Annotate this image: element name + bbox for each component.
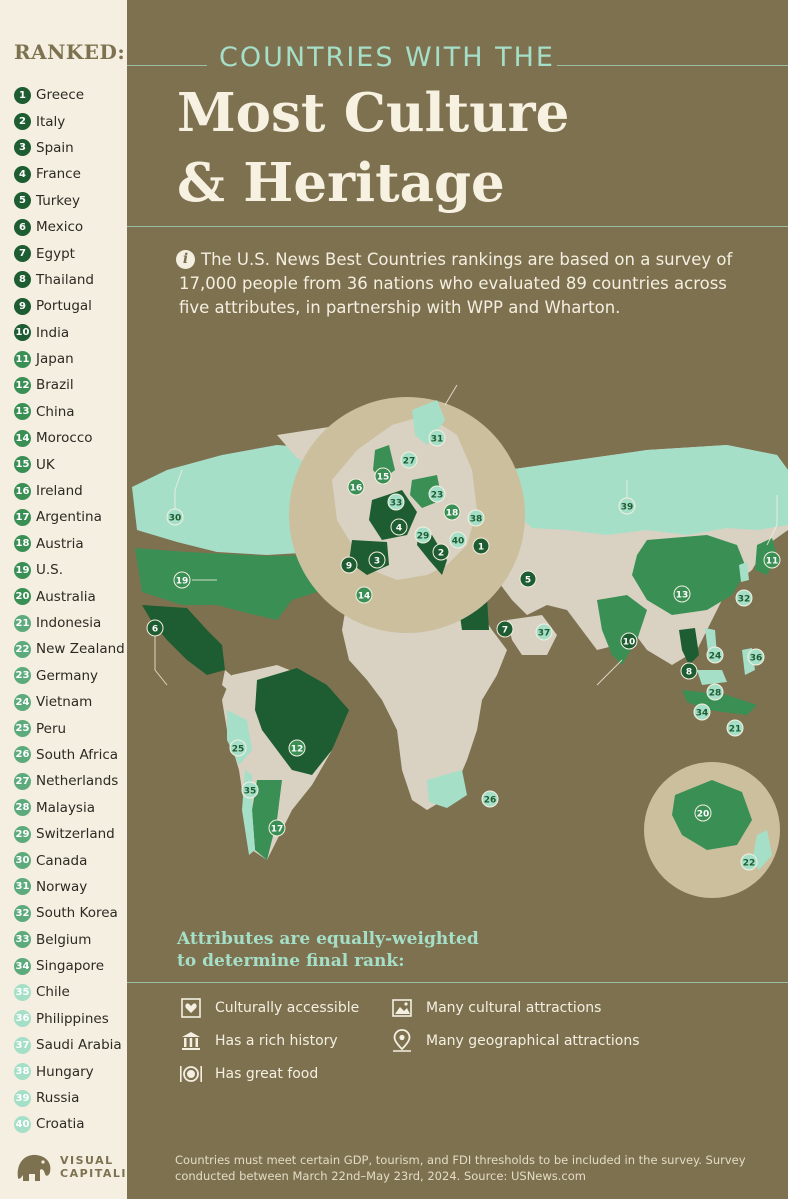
rank-number-badge: 7 bbox=[14, 245, 31, 262]
map-rank-marker-label: 7 bbox=[501, 625, 509, 636]
rank-item bbox=[14, 874, 125, 900]
rank-item bbox=[14, 267, 125, 293]
map-rank-marker-label: 17 bbox=[270, 824, 284, 835]
map-rank-marker bbox=[348, 479, 364, 495]
rank-number-badge: 40 bbox=[14, 1116, 31, 1133]
india-leader-line bbox=[597, 660, 622, 685]
attribute-label: Has great food bbox=[215, 1066, 319, 1082]
map-rank-marker bbox=[401, 452, 417, 468]
rank-item bbox=[14, 372, 125, 398]
rank-item bbox=[14, 927, 125, 953]
rank-item bbox=[14, 82, 125, 108]
rank-item bbox=[14, 715, 125, 741]
rank-item bbox=[14, 108, 125, 134]
map-rank-marker-label: 38 bbox=[469, 514, 483, 525]
rank-item bbox=[14, 610, 125, 636]
rank-country-name: Indonesia bbox=[36, 615, 102, 631]
rank-number-badge: 18 bbox=[14, 535, 31, 552]
rank-number-badge: 29 bbox=[14, 826, 31, 843]
rank-country-name: Chile bbox=[36, 984, 70, 1001]
mexico-shape bbox=[142, 605, 225, 675]
map-rank-marker bbox=[369, 552, 385, 568]
rank-item bbox=[14, 240, 125, 266]
rank-number-badge: 34 bbox=[14, 958, 31, 975]
map-rank-marker bbox=[473, 538, 489, 554]
map-rank-marker bbox=[450, 532, 466, 548]
map-rank-marker-label: 35 bbox=[243, 786, 257, 797]
map-rank-marker bbox=[681, 663, 697, 679]
rank-item bbox=[14, 1006, 125, 1032]
page-title-line2: & Heritage bbox=[177, 152, 505, 214]
rank-country-name: Portugal bbox=[36, 298, 92, 315]
map-rank-marker-label: 12 bbox=[290, 744, 304, 755]
map-rank-marker bbox=[269, 820, 285, 836]
rank-country-name: France bbox=[36, 166, 81, 183]
map-rank-marker bbox=[174, 572, 190, 588]
rank-number-badge: 30 bbox=[14, 852, 31, 869]
rank-country-name: Austria bbox=[36, 535, 84, 552]
rank-country-name: Saudi Arabia bbox=[36, 1037, 122, 1054]
map-rank-marker-label: 10 bbox=[622, 637, 636, 648]
attribute-culturally-accessible bbox=[179, 996, 359, 1020]
rank-country-name: UK bbox=[36, 456, 55, 473]
rank-country-name: Peru bbox=[36, 720, 67, 737]
rank-number-badge: 13 bbox=[14, 403, 31, 420]
map-rank-marker-label: 15 bbox=[376, 472, 390, 483]
map-pin-icon bbox=[390, 1029, 414, 1053]
attributes-heading-line2: to determine final rank: bbox=[177, 951, 405, 971]
rank-item bbox=[14, 847, 125, 873]
rank-number-badge: 1 bbox=[14, 87, 31, 104]
rank-country-name: Croatia bbox=[36, 1116, 85, 1133]
rank-country-name: Singapore bbox=[36, 958, 105, 975]
map-rank-marker-label: 4 bbox=[395, 523, 403, 534]
world-map bbox=[127, 330, 788, 930]
rank-number-badge: 6 bbox=[14, 219, 31, 236]
map-rank-marker bbox=[289, 740, 305, 756]
picture-frame-icon bbox=[390, 996, 414, 1020]
rank-country-name: Switzerland bbox=[36, 826, 115, 843]
rank-number-badge: 9 bbox=[14, 298, 31, 315]
map-rank-marker-label: 27 bbox=[402, 456, 416, 467]
map-rank-marker-label: 36 bbox=[749, 653, 763, 664]
rank-number-badge: 19 bbox=[14, 562, 31, 579]
map-rank-marker bbox=[741, 854, 757, 870]
map-rank-marker-label: 6 bbox=[151, 624, 159, 635]
map-rank-marker bbox=[429, 486, 445, 502]
rank-item bbox=[14, 214, 125, 240]
map-rank-marker-label: 8 bbox=[685, 667, 693, 678]
russia-shape bbox=[507, 445, 788, 535]
map-rank-marker-label: 20 bbox=[696, 809, 710, 820]
title-rule bbox=[127, 226, 788, 227]
map-rank-marker-label: 3 bbox=[373, 556, 381, 567]
map-rank-marker-label: 19 bbox=[175, 576, 189, 587]
rank-country-name: Mexico bbox=[36, 219, 84, 236]
rank-number-badge: 16 bbox=[14, 483, 31, 500]
rank-country-name: South Korea bbox=[36, 905, 118, 922]
rank-number-badge: 14 bbox=[14, 430, 31, 447]
rank-country-name: Japan bbox=[36, 351, 74, 368]
rank-number-badge: 26 bbox=[14, 746, 31, 763]
subtitle-rule-right bbox=[557, 65, 788, 66]
map-rank-marker bbox=[736, 590, 752, 606]
rank-country-name: India bbox=[36, 324, 70, 341]
attribute-label: Many cultural attractions bbox=[426, 1000, 602, 1016]
rank-number-badge: 15 bbox=[14, 456, 31, 473]
museum-columns-icon bbox=[179, 1029, 203, 1053]
map-rank-marker-label: 1 bbox=[477, 542, 485, 553]
rank-item bbox=[14, 689, 125, 715]
rank-item bbox=[14, 1085, 125, 1111]
rank-item bbox=[14, 425, 125, 451]
map-rank-marker-label: 9 bbox=[345, 561, 353, 572]
rank-item bbox=[14, 346, 125, 372]
map-rank-marker bbox=[356, 587, 372, 603]
map-rank-marker-label: 18 bbox=[445, 508, 459, 519]
rank-country-name: China bbox=[36, 403, 75, 420]
rank-country-name: Hungary bbox=[36, 1063, 94, 1080]
map-rank-marker-label: 2 bbox=[437, 548, 445, 559]
rank-item bbox=[14, 1111, 125, 1137]
elephant-logo-icon bbox=[14, 1150, 54, 1184]
rank-number-badge: 36 bbox=[14, 1010, 31, 1027]
rank-country-name: Germany bbox=[36, 667, 99, 684]
rank-number-badge: 38 bbox=[14, 1063, 31, 1080]
rank-country-name: Belgium bbox=[36, 931, 92, 948]
map-rank-marker bbox=[242, 782, 258, 798]
rank-number-badge: 23 bbox=[14, 667, 31, 684]
rank-item bbox=[14, 399, 125, 425]
rank-country-name: Malaysia bbox=[36, 799, 95, 816]
map-rank-marker bbox=[388, 494, 404, 510]
map-rank-marker-label: 32 bbox=[737, 594, 751, 605]
map-rank-marker bbox=[695, 805, 711, 821]
map-rank-marker bbox=[520, 571, 536, 587]
map-rank-marker-label: 31 bbox=[430, 434, 444, 445]
map-rank-marker bbox=[415, 527, 431, 543]
subtitle-rule-left bbox=[127, 65, 207, 66]
map-rank-marker bbox=[482, 791, 498, 807]
rank-country-name: Ireland bbox=[36, 483, 83, 500]
page-title-line1: Most Culture bbox=[177, 82, 570, 144]
map-rank-marker bbox=[429, 430, 445, 446]
rank-item bbox=[14, 531, 125, 557]
rank-country-name: Russia bbox=[36, 1090, 80, 1107]
info-icon: i bbox=[176, 250, 195, 269]
rank-number-badge: 25 bbox=[14, 720, 31, 737]
rank-item bbox=[14, 953, 125, 979]
rank-number-badge: 20 bbox=[14, 588, 31, 605]
rank-number-badge: 8 bbox=[14, 271, 31, 288]
map-rank-marker bbox=[391, 519, 407, 535]
malaysia-shape bbox=[697, 670, 727, 685]
ranked-title: RANKED: bbox=[14, 40, 126, 64]
rank-number-badge: 39 bbox=[14, 1090, 31, 1107]
rank-number-badge: 33 bbox=[14, 931, 31, 948]
attributes-rule bbox=[127, 982, 788, 983]
attribute-cultural-attractions bbox=[390, 996, 601, 1020]
rank-country-name: Brazil bbox=[36, 377, 74, 394]
rank-item bbox=[14, 1032, 125, 1058]
map-rank-marker-label: 24 bbox=[708, 651, 722, 662]
map-rank-marker-label: 16 bbox=[349, 483, 363, 494]
visual-capitalist-logo bbox=[14, 1150, 145, 1184]
rank-number-badge: 11 bbox=[14, 351, 31, 368]
rank-item bbox=[14, 478, 125, 504]
map-rank-marker bbox=[694, 704, 710, 720]
attribute-label: Many geographical attractions bbox=[426, 1033, 640, 1049]
rank-number-badge: 22 bbox=[14, 641, 31, 658]
rank-country-name: Turkey bbox=[36, 192, 80, 209]
attribute-great-food bbox=[179, 1062, 318, 1086]
rank-number-badge: 12 bbox=[14, 377, 31, 394]
rank-item bbox=[14, 663, 125, 689]
rank-item bbox=[14, 795, 125, 821]
map-rank-marker-label: 11 bbox=[765, 556, 779, 567]
rank-country-name: Thailand bbox=[36, 271, 94, 288]
rank-number-badge: 5 bbox=[14, 192, 31, 209]
rank-item bbox=[14, 583, 125, 609]
rank-item bbox=[14, 768, 125, 794]
attributes-heading-line1: Attributes are equally-weighted bbox=[177, 929, 479, 949]
rank-number-badge: 35 bbox=[14, 984, 31, 1001]
map-rank-marker-label: 5 bbox=[524, 575, 532, 586]
plate-cutlery-icon bbox=[179, 1062, 203, 1086]
map-rank-marker bbox=[468, 510, 484, 526]
rank-item bbox=[14, 636, 125, 662]
map-rank-marker bbox=[230, 740, 246, 756]
map-rank-marker bbox=[433, 544, 449, 560]
india-shape bbox=[597, 595, 647, 665]
map-rank-marker-label: 28 bbox=[708, 688, 722, 699]
attribute-geographical-attractions bbox=[390, 1029, 640, 1053]
map-rank-marker bbox=[764, 552, 780, 568]
rank-country-name: Philippines bbox=[36, 1010, 109, 1027]
map-rank-marker-label: 13 bbox=[675, 590, 689, 601]
rank-list bbox=[14, 82, 125, 1138]
map-rank-marker-label: 14 bbox=[357, 591, 371, 602]
attribute-label: Culturally accessible bbox=[215, 1000, 360, 1016]
rank-country-name: Morocco bbox=[36, 430, 93, 447]
rank-item bbox=[14, 979, 125, 1005]
rank-country-name: Norway bbox=[36, 878, 88, 895]
map-rank-marker-label: 29 bbox=[416, 531, 430, 542]
rank-item bbox=[14, 188, 125, 214]
map-rank-marker bbox=[444, 504, 460, 520]
rank-country-name: Italy bbox=[36, 113, 66, 130]
map-rank-marker-label: 34 bbox=[695, 708, 709, 719]
rank-sidebar bbox=[0, 0, 146, 1199]
rank-item bbox=[14, 293, 125, 319]
rank-number-badge: 24 bbox=[14, 694, 31, 711]
rank-number-badge: 10 bbox=[14, 324, 31, 341]
map-rank-marker bbox=[497, 621, 513, 637]
map-rank-marker bbox=[707, 647, 723, 663]
map-rank-marker bbox=[167, 509, 183, 525]
rank-number-badge: 27 bbox=[14, 773, 31, 790]
map-rank-marker bbox=[621, 633, 637, 649]
rank-number-badge: 31 bbox=[14, 878, 31, 895]
rank-country-name: South Africa bbox=[36, 746, 119, 763]
map-rank-marker bbox=[375, 468, 391, 484]
subtitle: COUNTRIES WITH THE bbox=[219, 42, 555, 73]
rank-number-badge: 32 bbox=[14, 905, 31, 922]
rank-item bbox=[14, 557, 125, 583]
map-rank-marker bbox=[619, 498, 635, 514]
rank-item bbox=[14, 135, 125, 161]
rank-number-badge: 2 bbox=[14, 113, 31, 130]
rank-item bbox=[14, 1058, 125, 1084]
rank-country-name: Spain bbox=[36, 139, 74, 156]
rank-country-name: Netherlands bbox=[36, 773, 119, 790]
heart-frame-icon bbox=[179, 996, 203, 1020]
map-rank-marker-label: 25 bbox=[231, 744, 245, 755]
rank-country-name: New Zealand bbox=[36, 641, 125, 658]
rank-number-badge: 21 bbox=[14, 615, 31, 632]
map-rank-marker-label: 30 bbox=[168, 513, 182, 524]
map-rank-marker-label: 40 bbox=[451, 536, 465, 547]
rank-number-badge: 3 bbox=[14, 139, 31, 156]
rank-country-name: U.S. bbox=[36, 562, 64, 579]
rank-country-name: Canada bbox=[36, 852, 88, 869]
map-rank-marker-label: 21 bbox=[728, 724, 742, 735]
rank-item bbox=[14, 161, 125, 187]
rank-country-name: Australia bbox=[36, 588, 96, 605]
rank-item bbox=[14, 504, 125, 530]
rank-item bbox=[14, 821, 125, 847]
map-rank-marker bbox=[147, 620, 163, 636]
rank-country-name: Egypt bbox=[36, 245, 75, 262]
norway-leader-line bbox=[445, 385, 457, 405]
rank-number-badge: 4 bbox=[14, 166, 31, 183]
map-rank-marker-label: 23 bbox=[430, 490, 444, 501]
map-rank-marker-label: 26 bbox=[483, 795, 497, 806]
map-rank-marker bbox=[341, 557, 357, 573]
rank-country-name: Greece bbox=[36, 87, 85, 104]
logo-line2: CAPITALIST bbox=[60, 1167, 146, 1180]
rank-number-badge: 37 bbox=[14, 1037, 31, 1054]
rank-country-name: Vietnam bbox=[36, 694, 93, 711]
rank-item bbox=[14, 451, 125, 477]
logo-line1: VISUAL bbox=[60, 1154, 114, 1167]
rank-item bbox=[14, 320, 125, 346]
main-panel bbox=[127, 0, 788, 1199]
map-rank-marker-label: 37 bbox=[537, 628, 551, 639]
map-rank-marker bbox=[674, 586, 690, 602]
map-rank-marker-label: 33 bbox=[389, 498, 403, 509]
info-text: The U.S. News Best Countries rankings are based on a survey of 17,000 people from 36 nations who evaluated 89 countries across five attributes, in partnership with WPP and Wharton. bbox=[179, 250, 733, 317]
map-rank-marker bbox=[727, 720, 743, 736]
rank-item bbox=[14, 742, 125, 768]
rank-item bbox=[14, 900, 125, 926]
map-rank-marker-label: 39 bbox=[620, 502, 634, 513]
attributes-heading bbox=[177, 928, 479, 972]
footer-note: Countries must meet certain GDP, tourism, and FDI thresholds to be included in the survey. Survey conducted between March 22nd–May 23rd, 2024. Source: USNews.com bbox=[175, 1153, 746, 1183]
attribute-rich-history bbox=[179, 1029, 338, 1053]
rank-number-badge: 28 bbox=[14, 799, 31, 816]
rank-country-name: Argentina bbox=[36, 509, 102, 526]
map-rank-marker bbox=[707, 684, 723, 700]
map-rank-marker bbox=[536, 624, 552, 640]
attribute-label: Has a rich history bbox=[215, 1033, 338, 1049]
rank-number-badge: 17 bbox=[14, 509, 31, 526]
map-rank-marker-label: 22 bbox=[742, 858, 756, 869]
map-rank-marker bbox=[748, 649, 764, 665]
